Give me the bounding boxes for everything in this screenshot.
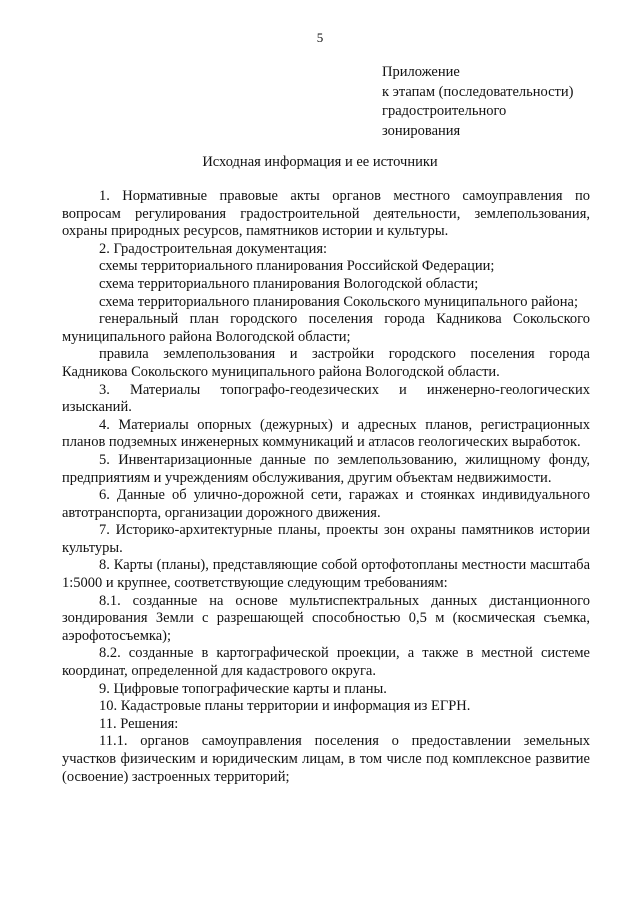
- paragraph: схемы территориального планирования Российской Федерации;: [99, 258, 495, 275]
- paragraph: правила землепользования и застройки городского поселения города Кадникова Сокольского муниципального района Вологодской области.: [62, 346, 590, 380]
- paragraph: 10. Кадастровые планы территории и информация из ЕГРН.: [99, 698, 471, 715]
- paragraph: 8.2. созданные в картографической проекции, а также в местной системе координат, определенной для кадастрового округа.: [62, 645, 590, 680]
- appendix-line: Приложение: [382, 64, 460, 80]
- appendix-header: [382, 63, 573, 141]
- paragraph: генеральный план городского поселения города Кадникова Сокольского муниципального района Вологодской области;: [62, 311, 590, 345]
- appendix-line: градостроительного: [382, 103, 507, 119]
- paragraph: 4. Материалы опорных (дежурных) и адресных планов, регистрационных планов подземных инженерных коммуникаций и атласов геологических выработок.: [62, 416, 590, 451]
- paragraph: 6. Данные об улично-дорожной сети, гаражах и стоянках индивидуального автотранспорта, организации дорожного движения.: [62, 487, 590, 521]
- document-body: [62, 188, 590, 786]
- paragraph: 7. Историко-архитектурные планы, проекты зон охраны памятников истории культуры.: [62, 522, 590, 556]
- paragraph: 3. Материалы топографо-геодезических и инженерно-геологических изысканий.: [62, 381, 590, 416]
- paragraph: 11.1. органов самоуправления поселения о предоставлении земельных участков физическим и юридическим лицам, в том числе под комплексное развитие (освоение) застроенных территорий;: [62, 733, 590, 785]
- paragraph: 1. Нормативные правовые акты органов местного самоуправления по вопросам регулирования градостроительной деятельности, землепользования, охраны природных ресурсов, памятников истории и культуры.: [62, 188, 590, 240]
- paragraph: 5. Инвентаризационные данные по землепользованию, жилищному фонду, предприятиям и учреждениям обслуживания, другим объектам недвижимости.: [62, 451, 590, 486]
- paragraph: схема территориального планирования Вологодской области;: [99, 275, 479, 292]
- appendix-line: зонирования: [382, 122, 461, 139]
- paragraph: схема территориального планирования Сокольского муниципального района;: [99, 293, 579, 310]
- appendix-line: к этапам (последовательности): [382, 83, 574, 100]
- paragraph: 8. Карты (планы), представляющие собой ортофотопланы местности масштаба 1:5000 и крупнее, соответствующие следующим требованиям:: [62, 557, 590, 592]
- paragraph: 9. Цифровые топографические карты и планы.: [99, 680, 387, 697]
- document-title: Исходная информация и ее источники: [202, 154, 438, 170]
- paragraph: 8.1. созданные на основе мультиспектральных данных дистанционного зондирования Земли с разрешающей способностью 0,5 м (космическая съемка, аэрофотосъемка);: [62, 592, 590, 644]
- paragraph: 2. Градостроительная документация:: [99, 240, 328, 257]
- page-number: 5: [316, 30, 324, 45]
- paragraph: 11. Решения:: [99, 715, 179, 732]
